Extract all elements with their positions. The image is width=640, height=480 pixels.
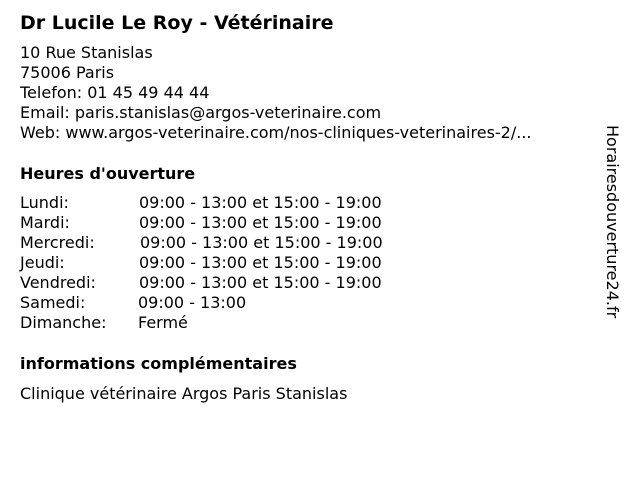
brand-text: Horairesdouverture24.fr xyxy=(603,125,622,319)
day-label: Samedi: xyxy=(20,293,86,312)
hours-heading: Heures d'ouverture xyxy=(20,164,196,183)
info-text: Clinique vétérinaire Argos Paris Stanislas xyxy=(20,384,348,403)
time-value: 09:00 - 13:00 et 15:00 - 19:00 xyxy=(139,193,382,212)
day-label: Vendredi: xyxy=(20,273,96,292)
phone-number[interactable]: Telefon: 01 45 49 44 44 xyxy=(20,83,210,102)
time-value: Fermé xyxy=(138,313,188,332)
time-value: 09:00 - 13:00 et 15:00 - 19:00 xyxy=(139,213,382,232)
time-value: 09:00 - 13:00 et 15:00 - 19:00 xyxy=(139,253,382,272)
email-address[interactable]: Email: paris.stanislas@argos-veterinaire.com xyxy=(20,103,382,122)
contact-block xyxy=(20,43,532,143)
time-value: 09:00 - 13:00 et 15:00 - 19:00 xyxy=(140,233,383,252)
info-heading: informations complémentaires xyxy=(20,354,297,373)
day-label: Jeudi: xyxy=(20,253,65,272)
page-title: Dr Lucile Le Roy - Vétérinaire xyxy=(20,12,334,34)
day-label: Mardi: xyxy=(20,213,70,232)
website-link[interactable]: Web: www.argos-veterinaire.com/nos-cliniques-veterinaires-2/... xyxy=(20,123,532,142)
address-city: 75006 Paris xyxy=(20,63,115,82)
day-label: Dimanche: xyxy=(20,313,107,332)
day-label: Lundi: xyxy=(20,193,69,212)
day-label: Mercredi: xyxy=(20,233,95,252)
time-value: 09:00 - 13:00 et 15:00 - 19:00 xyxy=(139,273,382,292)
time-value: 09:00 - 13:00 xyxy=(138,293,247,312)
address-street: 10 Rue Stanislas xyxy=(20,43,153,62)
